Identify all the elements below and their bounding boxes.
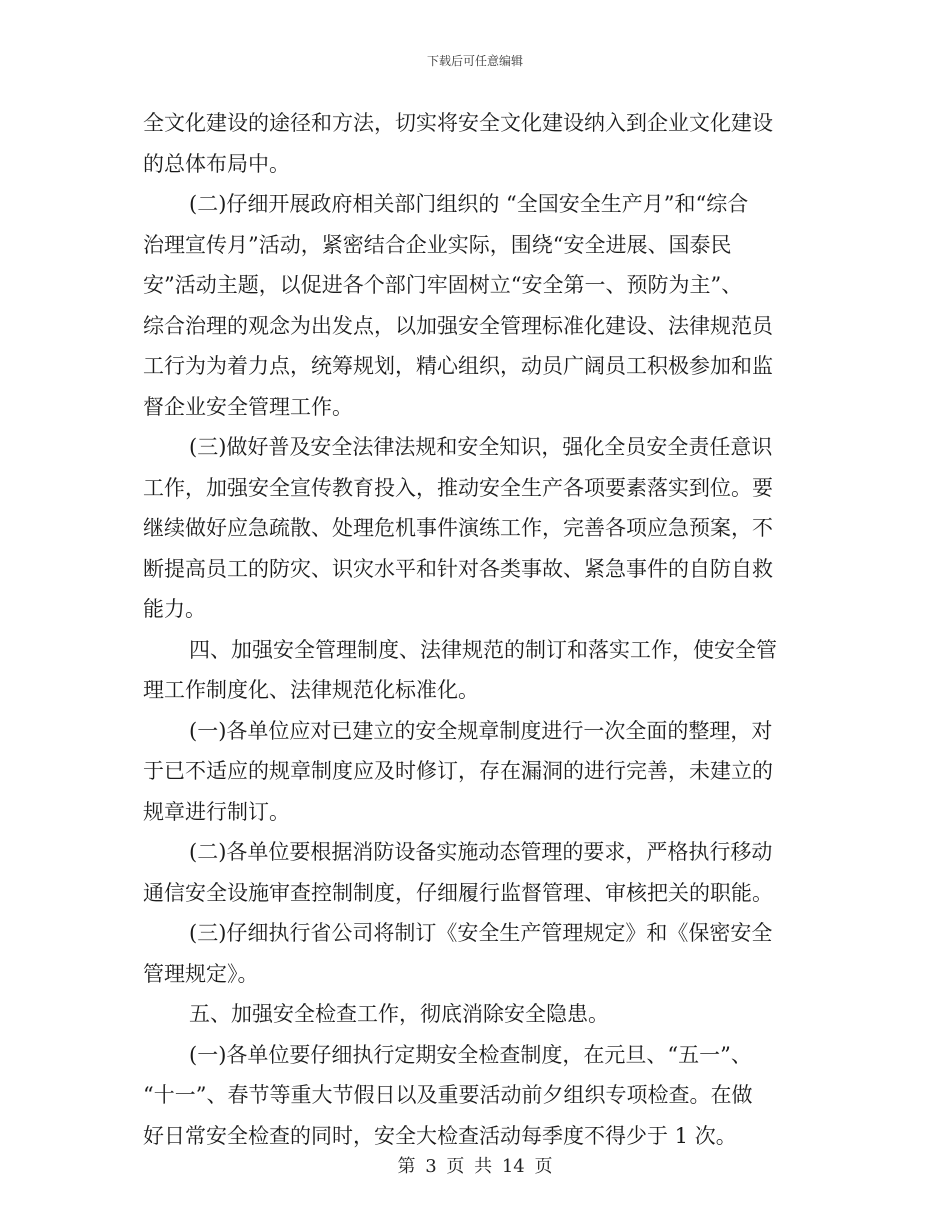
text-line: 好日常安全检查的同时，安全大检查活动每季度不得少于 1 次。 [143, 1123, 737, 1148]
text-line: 工行为为着力点，统筹规划，精心组织，动员广阔员工积极参加和监 [143, 354, 773, 378]
text-line: 督企业安全管理工作。 [143, 394, 353, 419]
text-line: 能力。 [143, 597, 206, 621]
text-line: 工作，加强安全宣传教育投入，推动安全生产各项要素落实到位。要 [143, 475, 773, 500]
text-line: “十一”、春节等重大节假日以及重要活动前夕组织专项检查。在做 [143, 1083, 753, 1107]
text-line: (一)各单位应对已建立的安全规章制度进行一次全面的整理，对 [189, 718, 773, 743]
text-line: 理工作制度化、法律规范化标准化。 [143, 678, 479, 702]
text-line: 五、加强安全检查工作，彻底消除安全隐患。 [189, 1002, 609, 1026]
page-footer: 第 3 页 共 14 页 [397, 1156, 553, 1177]
text-line: (三)仔细执行省公司将制订《安全生产管理规定》和《保密安全 [189, 921, 773, 945]
header-note: 下载后可任意编辑 [426, 54, 523, 68]
text-line: 四、加强安全管理制度、法律规范的制订和落实工作，使安全管 [189, 637, 777, 662]
text-line: 于已不适应的规章制度应及时修订，存在漏洞的进行完善，未建立的 [143, 759, 773, 783]
document-body [143, 103, 808, 1156]
text-line: 继续做好应急疏散、处理危机事件演练工作，完善各项应急预案，不 [143, 516, 773, 540]
text-line: (二)仔细开展政府相关部门组织的 “全国安全生产月”和“综合 [189, 192, 749, 216]
text-line: (二)各单位要根据消防设备实施动态管理的要求，严格执行移动 [189, 840, 773, 864]
text-line: 的总体布局中。 [143, 151, 290, 176]
text-line: 管理规定》。 [143, 961, 259, 986]
text-line: 规章进行制订。 [143, 799, 290, 824]
text-line: 综合治理的观念为出发点，以加强安全管理标准化建设、法律规范员 [143, 313, 773, 338]
text-line: 全文化建设的途径和方法，切实将安全文化建设纳入到企业文化建设 [143, 111, 773, 135]
text-line: (三)做好普及安全法律法规和安全知识，强化全员安全责任意识 [189, 435, 773, 459]
text-line: 通信安全设施审查控制制度，仔细履行监督管理、审核把关的职能。 [143, 880, 773, 905]
text-line: 治理宣传月”活动，紧密结合企业实际，围绕“安全进展、国泰民 [143, 232, 732, 257]
text-line: 断提高员工的防灾、识灾水平和针对各类事故、紧急事件的自防自救 [143, 556, 773, 581]
text-line: (一)各单位要仔细执行定期安全检查制度，在元旦、“五一”、 [189, 1042, 752, 1067]
text-line: 安”活动主题，以促进各个部门牢固树立“安全第一、预防为主”、 [143, 273, 743, 297]
